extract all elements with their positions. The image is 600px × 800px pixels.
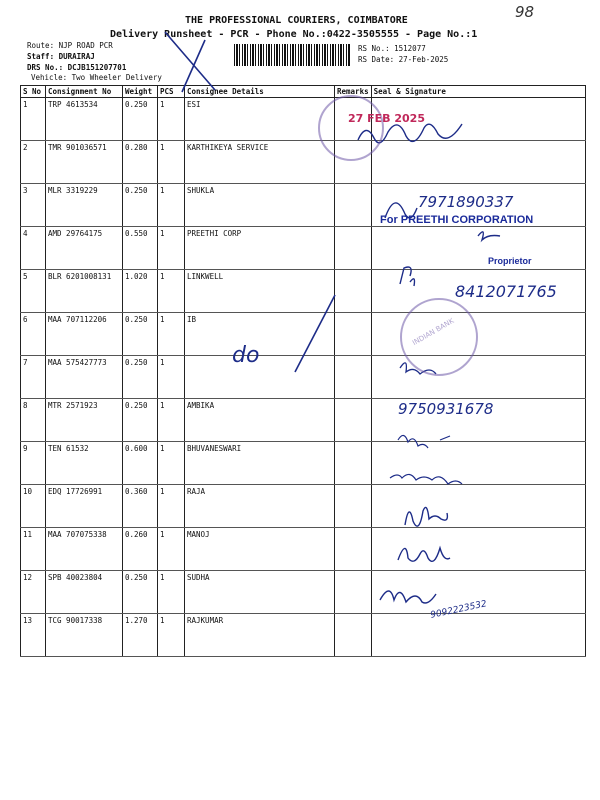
cell-consignee: RAJKUMAR (185, 614, 335, 657)
cell-consignment: MAA 575427773 (46, 356, 123, 399)
cell-consignment: TRP 4613534 (46, 98, 123, 141)
cell-weight: 0.280 (123, 141, 158, 184)
cell-sno: 8 (21, 399, 46, 442)
signature-row5 (400, 267, 415, 286)
row13-number-hand: 9092223532 (429, 599, 488, 621)
cell-consignment: MTR 2571923 (46, 399, 123, 442)
cell-pcs: 1 (158, 571, 185, 614)
cell-sno: 7 (21, 356, 46, 399)
rs-date: RS Date: 27-Feb-2025 (358, 55, 449, 64)
cell-consignment: MAA 707075338 (46, 528, 123, 571)
cell-sno: 3 (21, 184, 46, 227)
cell-pcs: 1 (158, 485, 185, 528)
cell-consignment: AMD 29764175 (46, 227, 123, 270)
col-pcs: PCS (158, 86, 185, 98)
cell-pcs: 1 (158, 313, 185, 356)
col-sno: S No (21, 86, 46, 98)
row7-cross-stroke (295, 295, 335, 372)
phone-row4-hand: 7971890337 (418, 193, 514, 211)
signature-row13 (380, 591, 436, 603)
cell-consignee: SHUKLA (185, 184, 335, 227)
cell-sno: 12 (21, 571, 46, 614)
cell-consignee: LINKWELL (185, 270, 335, 313)
cell-sno: 5 (21, 270, 46, 313)
signature-row12 (398, 548, 450, 561)
cell-pcs: 1 (158, 528, 185, 571)
cell-consignment: MAA 707112206 (46, 313, 123, 356)
cell-pcs: 1 (158, 356, 185, 399)
vehicle-label: Vehicle: Two Wheeler Delivery (31, 73, 162, 82)
col-weight: Weight (123, 86, 158, 98)
col-consignee: Consignee Details (185, 86, 335, 98)
col-consignment: Consignment No (46, 86, 123, 98)
cell-consignment: BLR 6201008131 (46, 270, 123, 313)
cell-pcs: 1 (158, 227, 185, 270)
cell-weight: 1.020 (123, 270, 158, 313)
drs-number: DRS No.: DCJB151207701 (27, 63, 127, 72)
cell-weight: 0.250 (123, 98, 158, 141)
bank-seal-text: INDIAN BANK (411, 316, 456, 348)
rs-number: RS No.: 1512077 (358, 44, 426, 53)
phone-row8-hand: 9750931678 (398, 400, 494, 418)
cell-consignment: TEN 61532 (46, 442, 123, 485)
cell-pcs: 1 (158, 141, 185, 184)
signature-row10 (390, 474, 462, 484)
cell-consignment: EDQ 17726991 (46, 485, 123, 528)
cell-consignee: BHUVANESWARI (185, 442, 335, 485)
postal-seal-row1 (318, 95, 384, 161)
phone-row5-hand: 8412071765 (455, 282, 557, 301)
cell-weight: 0.250 (123, 184, 158, 227)
col-remarks: Remarks (335, 86, 372, 98)
col-seal: Seal & Signature (371, 86, 585, 98)
cell-consignee: MANOJ (185, 528, 335, 571)
signature-row9 (398, 435, 450, 448)
header-checkmark-strokes (165, 32, 215, 92)
corp-role: Proprietor (488, 256, 532, 266)
signature-row4b (478, 232, 500, 240)
cell-weight: 0.550 (123, 227, 158, 270)
page-number-mark: 98 (515, 3, 535, 21)
cell-consignment: TCG 90017338 (46, 614, 123, 657)
runsheet-subtitle: Delivery Runsheet - PCR - Phone No.:0422-3505555 - Page No.:1 (110, 29, 478, 40)
cell-weight: 0.250 (123, 399, 158, 442)
cell-weight: 0.600 (123, 442, 158, 485)
cell-pcs: 1 (158, 98, 185, 141)
cell-sno: 2 (21, 141, 46, 184)
cell-consignee: KARTHIKEYA SERVICE (185, 141, 335, 184)
signature-row11 (405, 507, 447, 526)
cell-consignee: RAJA (185, 485, 335, 528)
cell-pcs: 1 (158, 399, 185, 442)
cell-sno: 13 (21, 614, 46, 657)
route-label: Route: NJP ROAD PCR (27, 41, 113, 50)
corp-stamp: For PREETHI CORPORATION (380, 214, 534, 226)
cell-weight: 1.270 (123, 614, 158, 657)
cell-weight: 0.250 (123, 313, 158, 356)
cell-sno: 4 (21, 227, 46, 270)
cell-sno: 6 (21, 313, 46, 356)
cell-consignment: TMR 901036571 (46, 141, 123, 184)
bank-seal (400, 298, 478, 376)
cell-consignment: SPB 40023804 (46, 571, 123, 614)
cell-weight: 0.250 (123, 356, 158, 399)
cell-pcs: 1 (158, 614, 185, 657)
row7-remark-hand: do (232, 343, 260, 368)
cell-consignee: ESI (185, 98, 335, 141)
staff-label: Staff: DURAIRAJ (27, 52, 95, 61)
cell-pcs: 1 (158, 270, 185, 313)
cell-consignee: SUDHA (185, 571, 335, 614)
cell-weight: 0.260 (123, 528, 158, 571)
company-title: THE PROFESSIONAL COURIERS, COIMBATORE (185, 15, 408, 26)
cell-sno: 10 (21, 485, 46, 528)
date-stamp: 27 FEB 2025 (348, 112, 425, 125)
cell-weight: 0.360 (123, 485, 158, 528)
cell-sno: 1 (21, 98, 46, 141)
cell-consignment: MLR 3319229 (46, 184, 123, 227)
cell-consignee: AMBIKA (185, 399, 335, 442)
cell-sno: 9 (21, 442, 46, 485)
cell-pcs: 1 (158, 442, 185, 485)
cell-sno: 11 (21, 528, 46, 571)
cell-consignee: PREETHI CORP (185, 227, 335, 270)
cell-weight: 0.250 (123, 571, 158, 614)
cell-consignee: IB (185, 313, 335, 356)
cell-pcs: 1 (158, 184, 185, 227)
